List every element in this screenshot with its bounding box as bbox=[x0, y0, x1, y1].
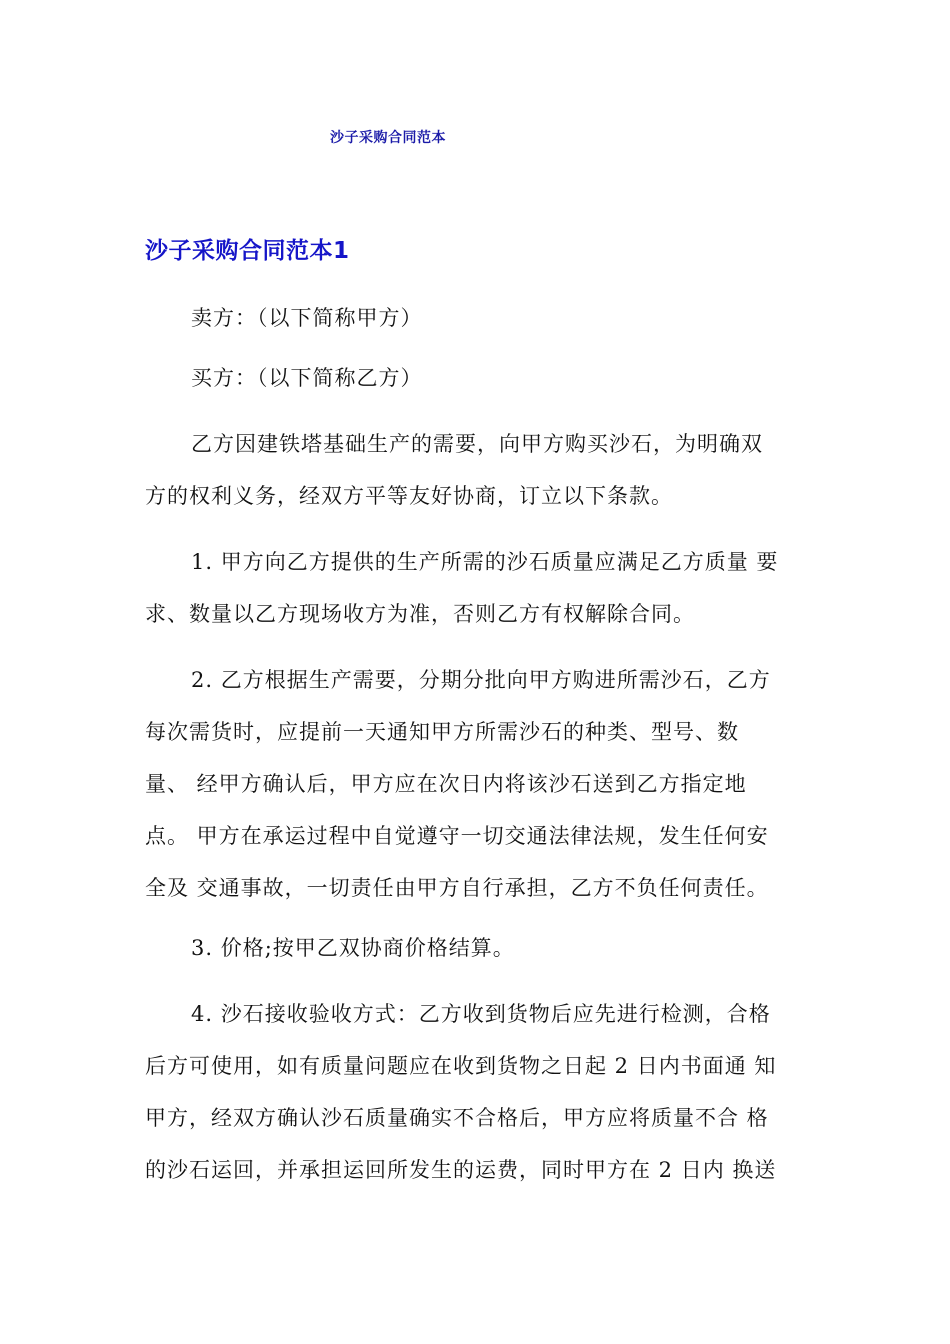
paragraph-line: 乙方因建铁塔基础生产的需要，向甲方购买沙石，为明确双 bbox=[191, 432, 763, 456]
paragraph-line: 每次需货时，应提前一天通知甲方所需沙石的种类、型号、数 bbox=[145, 720, 739, 744]
paragraph-seller bbox=[145, 292, 821, 344]
paragraph-line: 3. 价格;按甲乙双协商价格结算。 bbox=[191, 936, 515, 960]
paragraph-clause-3 bbox=[145, 922, 821, 974]
paragraph-line: 卖方：（以下简称甲方） bbox=[191, 306, 423, 330]
paragraph-line: 的沙石运回，并承担运回所发生的运费，同时甲方在 2 日内 换送 bbox=[145, 1158, 777, 1182]
paragraph-line: 点。 甲方在承运过程中自觉遵守一切交通法律法规，发生任何安 bbox=[145, 824, 769, 848]
paragraph-line: 买方：（以下简称乙方） bbox=[191, 366, 423, 390]
paragraph-clause-1 bbox=[145, 536, 821, 640]
paragraph-line: 求、数量以乙方现场收方为准，否则乙方有权解除合同。 bbox=[145, 602, 695, 626]
paragraph-line: 甲方，经双方确认沙石质量确实不合格后，甲方应将质量不合 格 bbox=[145, 1106, 769, 1130]
paragraph-line: 1. 甲方向乙方提供的生产所需的沙石质量应满足乙方质量 要 bbox=[191, 550, 779, 574]
paragraph-line: 后方可使用，如有质量问题应在收到货物之日起 2 日内书面通 知 bbox=[145, 1054, 777, 1078]
paragraph-line: 4. 沙石接收验收方式：乙方收到货物后应先进行检测，合格 bbox=[191, 1002, 771, 1026]
paragraph-line: 方的权利义务，经双方平等友好协商，订立以下条款。 bbox=[145, 484, 673, 508]
paragraph-line: 全及 交通事故，一切责任由甲方自行承担，乙方不负任何责任。 bbox=[145, 876, 769, 900]
paragraph-line: 2. 乙方根据生产需要，分期分批向甲方购进所需沙石，乙方 bbox=[191, 668, 771, 692]
paragraph-clause-2 bbox=[145, 654, 821, 914]
document-heading: 沙子采购合同范本1 bbox=[145, 238, 350, 264]
page-header-title: 沙子采购合同范本 bbox=[330, 130, 446, 146]
paragraph-intro bbox=[145, 418, 821, 522]
paragraph-buyer bbox=[145, 352, 821, 404]
paragraph-clause-4 bbox=[145, 988, 821, 1196]
paragraph-line: 量、 经甲方确认后，甲方应在次日内将该沙石送到乙方指定地 bbox=[145, 772, 747, 796]
